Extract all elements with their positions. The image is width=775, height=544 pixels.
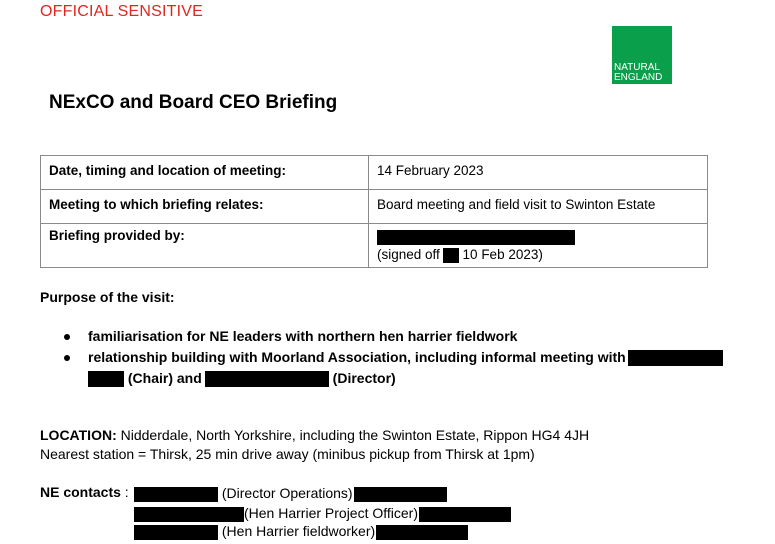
- table-label-cell: [41, 224, 369, 268]
- table-row: [41, 224, 708, 268]
- redaction-block: [376, 525, 468, 540]
- contact-row: [134, 522, 468, 540]
- contact-row: [134, 504, 511, 522]
- signed-off-line: [377, 247, 699, 263]
- nearest-station-line: Nearest station = Thirsk, 25 min drive away (minibus pickup from Thirsk at 1pm): [40, 446, 535, 462]
- briefing-provided-label: Briefing provided by:: [49, 228, 185, 243]
- table-value-cell: [369, 224, 708, 268]
- redaction-block: [134, 525, 218, 540]
- bullet-text: (Director): [328, 370, 396, 386]
- bullet-icon: [64, 355, 70, 361]
- redaction-block: [443, 248, 459, 263]
- table-label-cell: Date, timing and location of meeting:: [41, 156, 369, 190]
- redaction-block: [88, 371, 124, 387]
- bullet-text: (Chair) and: [124, 370, 202, 386]
- signed-off-date: 10 Feb 2023): [458, 247, 543, 262]
- location-text: Nidderdale, North Yorkshire, including the Swinton Estate, Rippon HG4 4JH: [116, 427, 590, 443]
- redaction-block: [205, 371, 329, 387]
- table-label-cell: Meeting to which briefing relates:: [41, 190, 369, 224]
- classification-marking: OFFICIAL SENSITIVE: [40, 3, 204, 20]
- contacts-label-line: [40, 484, 129, 500]
- bullet-icon: [64, 334, 70, 340]
- logo-text-natural: NATURAL: [614, 62, 660, 73]
- table-value-cell: Board meeting and field visit to Swinton Estate: [369, 190, 708, 224]
- contact-role: (Hen Harrier Project Officer): [244, 505, 419, 521]
- table-row: [41, 156, 708, 190]
- list-item: [60, 326, 730, 347]
- bullet-text: familiarisation for NE leaders with northern hen harrier fieldwork: [88, 328, 518, 344]
- table-value-cell: 14 February 2023: [369, 156, 708, 190]
- document-title: NExCO and Board CEO Briefing: [49, 92, 338, 113]
- bullet-text: relationship building with Moorland Association, including informal meeting with: [88, 349, 626, 365]
- redaction-block: [134, 487, 218, 502]
- location-line: [40, 427, 589, 443]
- contact-role: (Director Operations): [221, 485, 353, 501]
- logo-text-england: ENGLAND: [614, 72, 663, 83]
- redaction-block: [134, 507, 244, 522]
- purpose-list: [60, 326, 730, 389]
- redaction-block: [354, 487, 447, 502]
- signed-off-prefix: (signed off: [377, 247, 440, 262]
- contacts-label: NE contacts: [40, 484, 121, 500]
- redaction-block: [628, 350, 723, 366]
- contacts-colon: :: [120, 484, 129, 500]
- purpose-heading: Purpose of the visit:: [40, 289, 175, 305]
- redaction-line: [377, 229, 699, 244]
- contact-role: (Hen Harrier fieldworker): [221, 523, 376, 539]
- table-row: [41, 190, 708, 224]
- redaction-block: [377, 230, 575, 245]
- contact-row: [134, 484, 447, 502]
- location-label: LOCATION:: [40, 427, 117, 443]
- list-item: [60, 347, 730, 389]
- redaction-block: [419, 507, 511, 522]
- briefing-details-table: [40, 155, 708, 268]
- natural-england-logo: [612, 26, 672, 84]
